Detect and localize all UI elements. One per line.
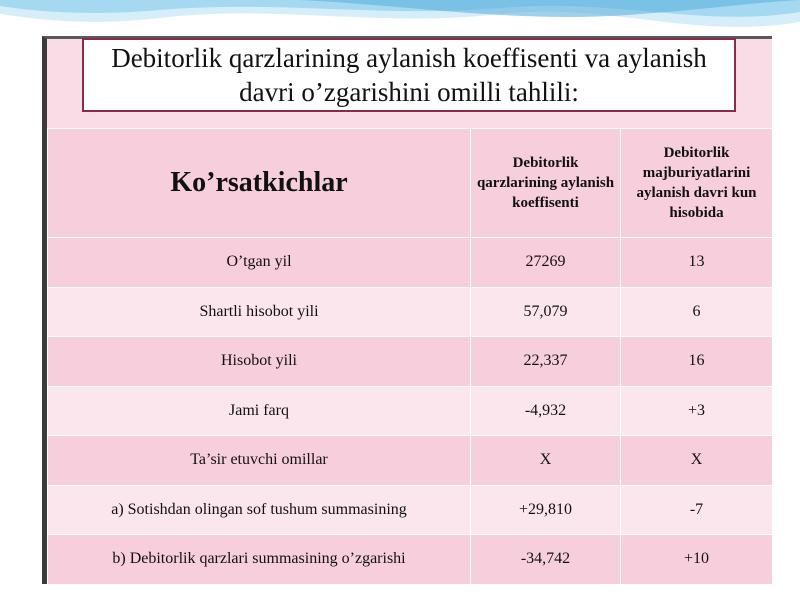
row-ratio: 57,079 xyxy=(471,287,621,337)
row-label: a) Sotishdan olingan sof tushum summasining xyxy=(48,485,471,535)
row-label: Hisobot yili xyxy=(48,337,471,387)
table-row xyxy=(48,436,773,486)
row-period: 6 xyxy=(621,287,773,337)
row-label: Jami farq xyxy=(48,386,471,436)
row-ratio: 27269 xyxy=(471,238,621,288)
header-turnover-period: Debitorlik majburiyatlarini aylanish davri kun hisobida xyxy=(621,129,773,238)
row-period: 13 xyxy=(621,238,773,288)
row-ratio: -34,742 xyxy=(471,535,621,585)
row-label: b) Debitorlik qarzlari summasining o’zgarishi xyxy=(48,535,471,585)
row-label: O’tgan yil xyxy=(48,238,471,288)
analysis-table xyxy=(47,128,773,585)
header-turnover-ratio: Debitorlik qarzlarining aylanish koeffisenti xyxy=(471,129,621,238)
header-indicators: Ko’rsatkichlar xyxy=(48,129,471,238)
row-period: -7 xyxy=(621,485,773,535)
row-period: +10 xyxy=(621,535,773,585)
table-row xyxy=(48,337,773,387)
slide-title: Debitorlik qarzlarining aylanish koeffisenti va aylanish davri o’zgarishini omilli tahlili: xyxy=(111,43,707,107)
table-row xyxy=(48,287,773,337)
row-label: Ta’sir etuvchi omillar xyxy=(48,436,471,486)
row-label: Shartli hisobot yili xyxy=(48,287,471,337)
row-ratio: +29,810 xyxy=(471,485,621,535)
row-ratio: 22,337 xyxy=(471,337,621,387)
table-row xyxy=(48,386,773,436)
slide-title-box xyxy=(82,38,736,112)
table-header-row xyxy=(48,129,773,238)
row-period: 16 xyxy=(621,337,773,387)
row-period: X xyxy=(621,436,773,486)
table-row xyxy=(48,535,773,585)
row-ratio: -4,932 xyxy=(471,386,621,436)
row-ratio: X xyxy=(471,436,621,486)
table-row xyxy=(48,485,773,535)
row-period: +3 xyxy=(621,386,773,436)
table-row xyxy=(48,238,773,288)
